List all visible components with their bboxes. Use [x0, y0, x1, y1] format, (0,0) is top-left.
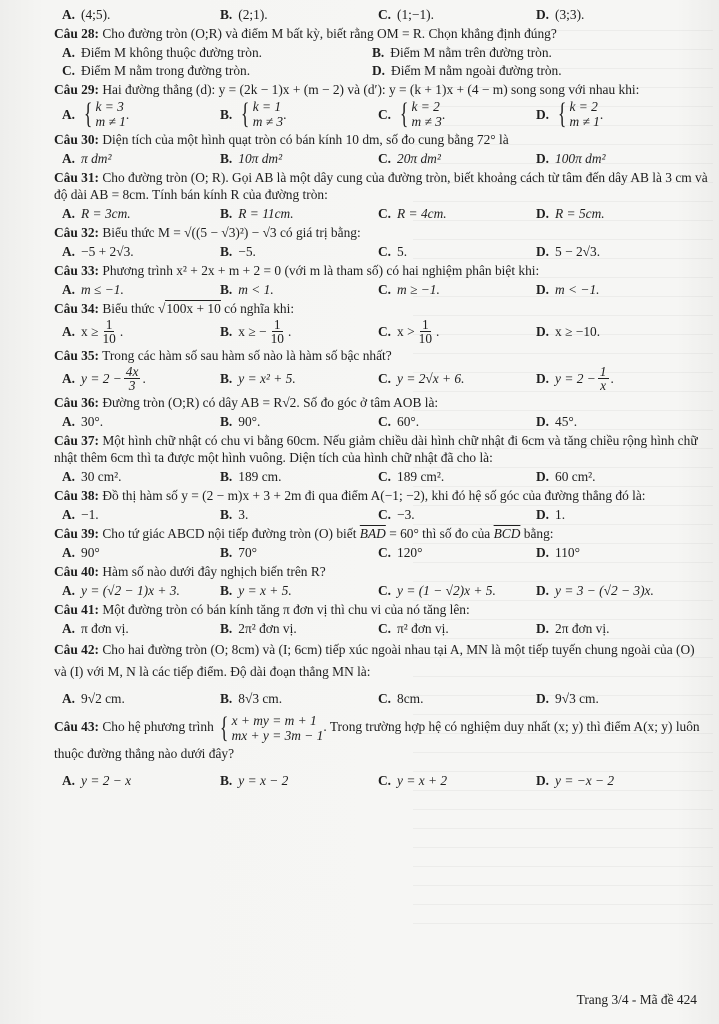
option-c-text: (1;−1).	[397, 6, 434, 22]
fraction	[269, 318, 286, 345]
option-d-text: R = 5cm.	[555, 205, 605, 221]
option-b: B. y = x + 5.	[220, 582, 292, 598]
question-34: Câu 34: Biểu thức √100x + 10 có nghĩa khi: A. x ≥ $\frac{1}{10}$ . B. x ≥ − $\frac{1}{10}$ . C. x > $\frac{1}{10}$ . D. x ≥ −10.	[54, 300, 709, 345]
numerator: 1	[273, 317, 281, 332]
option-a-text: π dm²	[81, 150, 112, 166]
option-c-text: 120°	[397, 544, 423, 560]
option-d: D. y = −x − 2	[536, 772, 615, 788]
option-d-text: 110°	[555, 544, 580, 560]
question-41	[54, 601, 709, 637]
option-b: B. R = 11cm.	[220, 205, 294, 221]
arc-label: $\overline{BCD}$	[493, 526, 521, 541]
option-c-text: y = (1 − √2)x + 5.	[397, 582, 496, 598]
option-c: C. 120°	[378, 544, 423, 560]
option-b-text: m < 1.	[238, 281, 274, 297]
option-d: D. x ≥ −10.	[536, 324, 601, 339]
option-b-text: 90°.	[238, 413, 261, 429]
option-c-text: R = 4cm.	[397, 205, 447, 221]
option-c-text: 8cm.	[397, 690, 424, 706]
option-a-text: 30°.	[81, 413, 104, 429]
question-42	[54, 639, 709, 707]
option-a-text: R = 3cm.	[81, 205, 131, 221]
equation-system: { k = 2 m ≠ 1	[557, 97, 600, 130]
option-d-text: y = −x − 2	[555, 772, 615, 788]
option-d-text: 2π đơn vị.	[555, 620, 610, 636]
option-b-text: 189 cm.	[238, 468, 282, 484]
option-a: A. x ≥ $\frac{1}{10}$ .	[62, 317, 124, 346]
option-d-text: y = 3 − (√2 − 3)x.	[555, 582, 654, 598]
option-c: C. −3.	[378, 506, 415, 522]
option-a: A. 90°	[62, 544, 100, 560]
option-a: A. −1.	[62, 506, 99, 522]
option-d: D. R = 5cm.	[536, 205, 605, 221]
option-b: B. x ≥ − $\frac{1}{10}$ .	[220, 317, 292, 346]
option-b: B. 8√3 cm.	[220, 690, 283, 706]
question-number: Câu 39:	[54, 526, 100, 541]
option-b-text: y = x + 5.	[238, 582, 292, 598]
numerator: 1	[599, 364, 607, 379]
option-b-text: −5.	[238, 243, 256, 259]
option-a-text: 9√2 cm.	[81, 690, 125, 706]
option-d: D. 2π đơn vị.	[536, 620, 610, 636]
option-c: C. m ≥ −1.	[378, 281, 440, 297]
radical-expression: 100x + 10	[166, 301, 221, 316]
option-a: A. y = (√2 − 1)x + 3.	[62, 582, 180, 598]
option-c: C. x > $\frac{1}{10}$ .	[378, 317, 440, 346]
question-stem-end: bằng:	[523, 526, 554, 541]
option-c-text: y = 2√x + 6.	[397, 371, 465, 386]
option-b-text: 2π² đơn vị.	[238, 620, 297, 636]
option-b: B. (2;1).	[220, 6, 268, 22]
fraction	[417, 318, 434, 345]
option-d: D. m < −1.	[536, 281, 600, 297]
question-40	[54, 563, 709, 599]
arc-label: $\overline{BAD}$	[359, 526, 386, 541]
question-stem: Một đường tròn có bán kính tăng π đơn vị thì chu vi của nó tăng lên:	[102, 602, 470, 617]
option-a: A. 9√2 cm.	[62, 690, 125, 706]
option-d: D. 9√3 cm.	[536, 690, 599, 706]
option-d-text: m < −1.	[555, 281, 600, 297]
page-footer: Trang 3/4 - Mã đề 424	[576, 992, 697, 1007]
option-b: B. m < 1.	[220, 281, 274, 297]
option-a: A. m ≤ −1.	[62, 281, 124, 297]
option-b: B. −5.	[220, 243, 256, 259]
question-stem: Đồ thị hàm số y = (2 − m)x + 3 + 2m đi qua điểm A(−1; −2), khi đó hệ số góc của đường thẳng đó là:	[102, 488, 646, 503]
fraction	[598, 365, 609, 392]
question-number: Câu 42:	[54, 642, 100, 657]
option-a: A. R = 3cm.	[62, 205, 131, 221]
option-b-text: y = x − 2	[238, 772, 289, 788]
question-stem: Một hình chữ nhật có chu vi bằng 60cm. Nếu giảm chiều dài hình chữ nhật đi 6cm và tăng chiều rộng hình chữ nhật thêm 6cm thì ta được một hình vuông. Diện tích của hình chữ nhật đã cho là:	[54, 433, 698, 465]
question-28	[54, 25, 709, 79]
question-27-options	[54, 5, 709, 23]
option-b-text: 3.	[238, 506, 249, 522]
option-b-prefix: x ≥ −	[238, 324, 267, 339]
option-d: D. 45°.	[536, 413, 578, 429]
option-b-text: 8√3 cm.	[238, 690, 283, 706]
option-b-text: R = 11cm.	[238, 205, 294, 221]
option-b-text: (2;1).	[238, 6, 268, 22]
option-a-prefix: x ≥	[81, 324, 99, 339]
option-d-text: 1.	[555, 506, 566, 522]
question-stem: Cho hai đường tròn (O; 8cm) và (I; 6cm) tiếp xúc ngoài nhau tại A, MN là một tiếp tuyến chung ngoài của (O) và (I) với M, N là các tiếp điểm. Độ dài đoạn thẳng MN là:	[54, 642, 695, 679]
question-stem: Cho hệ phương trình	[102, 719, 214, 735]
fraction	[124, 365, 141, 392]
question-number: Câu 40:	[54, 564, 100, 579]
question-number: Câu 29:	[54, 82, 100, 97]
option-c-text: y = x + 2	[397, 772, 448, 788]
option-a: A. (4;5).	[62, 6, 111, 22]
option-d: D. { k = 2 m ≠ 1 .	[536, 97, 604, 130]
numerator: 4x	[125, 364, 139, 379]
option-d: D. 1.	[536, 506, 566, 522]
question-30	[54, 131, 709, 167]
denominator: x	[600, 378, 607, 393]
question-number: Câu 33:	[54, 263, 100, 278]
option-c-text: π² đơn vị.	[397, 620, 449, 636]
option-d: D. y = 2 − $\frac{1}{x}$ .	[536, 364, 614, 393]
option-c-prefix: x >	[397, 324, 415, 339]
option-a: A. −5 + 2√3.	[62, 243, 134, 259]
question-stem: Cho đường tròn (O;R) và điểm M bất kỳ, biết rằng OM = R. Chọn khẳng định đúng?	[102, 26, 557, 41]
option-b: B. 10π dm²	[220, 150, 283, 166]
option-a-text: Điểm M không thuộc đường tròn.	[81, 44, 262, 60]
question-number: Câu 38:	[54, 488, 100, 503]
system-row-2: mx + y = 3m − 1	[231, 728, 324, 743]
option-c: C. 8cm.	[378, 690, 424, 706]
option-b: B. y = x² + 5.	[220, 371, 296, 386]
option-d: D. 5 − 2√3.	[536, 243, 601, 259]
denominator: 10	[270, 331, 284, 346]
numerator: 1	[421, 317, 429, 332]
option-a-text: m ≤ −1.	[81, 281, 124, 297]
option-a-text: −1.	[81, 506, 99, 522]
question-stem: Hai đường thẳng (d): y = (2k − 1)x + (m − 2) và (d′): y = (k + 1)x + (4 − m) song song với nhau khi:	[102, 82, 640, 97]
question-33	[54, 262, 709, 298]
question-stem: Hàm số nào dưới đây nghịch biến trên R?	[102, 564, 326, 579]
question-number: Câu 35:	[54, 348, 100, 363]
equation-system: { k = 1 m ≠ 3	[241, 97, 284, 130]
equation-system: { k = 2 m ≠ 3	[399, 97, 442, 130]
option-a: A. 30°.	[62, 413, 104, 429]
question-number: Câu 43:	[54, 719, 100, 735]
question-number: Câu 36:	[54, 395, 100, 410]
question-stem: Đường tròn (O;R) có dây AB = R√2. Số đo góc ở tâm AOB là:	[102, 395, 439, 410]
option-b: B. { k = 1 m ≠ 3 .	[220, 97, 287, 130]
option-c: C. (1;−1).	[378, 6, 434, 22]
system-row-1: k = 2	[569, 99, 598, 114]
question-31	[54, 169, 709, 222]
question-stem: Trong các hàm số sau hàm số nào là hàm số bậc nhất?	[102, 348, 392, 363]
option-c-text: 5.	[397, 243, 408, 259]
question-expression: Biểu thức M = √((5 − √3)²) − √3	[102, 225, 277, 240]
option-d-text: 5 − 2√3.	[555, 243, 601, 259]
option-a: A. Điểm M không thuộc đường tròn.	[62, 44, 262, 60]
option-c: C. 189 cm².	[378, 468, 445, 484]
question-stem-mid: = 60° thì số đo của	[389, 526, 491, 541]
option-b: B. 70°	[220, 544, 258, 560]
denominator: 3	[128, 378, 136, 393]
option-b: B. 90°.	[220, 413, 261, 429]
question-number: Câu 32:	[54, 225, 100, 240]
option-a: A. y = 2 − x	[62, 772, 132, 788]
question-35	[54, 347, 709, 392]
option-b-text: 70°	[238, 544, 258, 560]
option-a-text: (4;5).	[81, 6, 111, 22]
option-c: C. 5.	[378, 243, 408, 259]
option-a-text: 90°	[81, 544, 100, 560]
denominator: 10	[418, 331, 433, 346]
question-number: Câu 28:	[54, 26, 100, 41]
question-stem: có giá trị bằng:	[279, 225, 361, 240]
system-row-1: k = 2	[411, 99, 440, 114]
option-d: D. 100π dm²	[536, 150, 606, 166]
question-number: Câu 31:	[54, 170, 100, 185]
option-a-text: π đơn vị.	[81, 620, 129, 636]
system-row-2: m ≠ 3	[411, 114, 442, 129]
question-38	[54, 487, 709, 523]
option-c-text: 60°.	[397, 413, 420, 429]
option-a-text: −5 + 2√3.	[81, 243, 134, 259]
option-d: D. y = 3 − (√2 − 3)x.	[536, 582, 654, 598]
option-c-text: Điểm M nằm trong đường tròn.	[81, 62, 251, 78]
option-c-text: 20π dm²	[397, 150, 441, 166]
option-b-text: y = x² + 5.	[238, 371, 296, 386]
question-29	[54, 81, 709, 129]
option-c: C. 60°.	[378, 413, 420, 429]
option-a: A. 30 cm².	[62, 468, 122, 484]
option-d: D. 60 cm².	[536, 468, 596, 484]
question-number: Câu 34:	[54, 301, 100, 316]
option-c: C. y = (1 − √2)x + 5.	[378, 582, 496, 598]
question-stem: Phương trình x² + 2x + m + 2 = 0 (với m là tham số) có hai nghiệm phân biệt khi:	[102, 263, 540, 278]
option-d-text: 100π dm²	[555, 150, 606, 166]
question-number: Câu 41:	[54, 602, 100, 617]
option-a-text: 30 cm².	[81, 468, 122, 484]
numerator: 1	[105, 317, 113, 332]
option-d: D. 110°	[536, 544, 580, 560]
equation-system: { k = 3 m ≠ 1	[83, 97, 126, 130]
option-d-text: x ≥ −10.	[555, 324, 601, 339]
option-b: B. Điểm M nằm trên đường tròn.	[372, 44, 552, 60]
option-d-text: 45°.	[555, 413, 578, 429]
equation-system: { x + my = m + 1 mx + y = 3m − 1	[220, 711, 324, 744]
option-a: A. y = 2 − $\frac{4x}{3}$ .	[62, 364, 146, 393]
question-37	[54, 432, 709, 485]
option-b-text: 10π dm²	[238, 150, 283, 166]
question-stem: Cho tứ giác ABCD nội tiếp đường tròn (O) biết	[102, 526, 357, 541]
option-c: C. y = x + 2	[378, 772, 448, 788]
option-a: A. { k = 3 m ≠ 1 .	[62, 97, 130, 130]
option-c-text: m ≥ −1.	[397, 281, 440, 297]
denominator: 10	[102, 331, 116, 346]
system-row-2: m ≠ 1	[569, 114, 600, 129]
option-c-text: −3.	[397, 506, 415, 522]
option-d-text: 9√3 cm.	[555, 690, 599, 706]
system-row-2: m ≠ 1	[95, 114, 126, 129]
option-a-text: y = 2 − x	[81, 772, 132, 788]
option-c-text: 189 cm².	[397, 468, 445, 484]
option-c: C. y = 2√x + 6.	[378, 371, 465, 386]
option-a: A. π đơn vị.	[62, 620, 129, 636]
option-a: A. π dm²	[62, 150, 112, 166]
system-row-1: k = 3	[95, 99, 124, 114]
option-c: C. { k = 2 m ≠ 3 .	[378, 97, 446, 130]
question-stem: Biểu thức	[102, 301, 155, 316]
question-stem-end: có nghĩa khi:	[224, 301, 295, 316]
question-number: Câu 37:	[54, 433, 100, 448]
fraction	[100, 318, 117, 345]
option-b-text: Điểm M nằm trên đường tròn.	[390, 44, 552, 60]
option-a-text: y = (√2 − 1)x + 3.	[81, 582, 180, 598]
option-c: C. 20π dm²	[378, 150, 441, 166]
option-d: D. Điểm M nằm ngoài đường tròn.	[372, 62, 562, 78]
question-43	[54, 713, 709, 789]
option-b: B. 3.	[220, 506, 249, 522]
question-stem: Cho đường tròn (O; R). Gọi AB là một dây cung của đường tròn, biết khoảng cách từ tâm đến dây AB là 3 cm và độ dài AB = 8cm. Tính bán kính R của đường tròn:	[54, 170, 708, 202]
option-c: C. R = 4cm.	[378, 205, 447, 221]
system-row-1: x + my = m + 1	[231, 713, 317, 728]
option-d-text: 60 cm².	[555, 468, 596, 484]
question-list	[54, 4, 709, 791]
system-row-2: m ≠ 3	[252, 114, 284, 129]
question-stem-end: . Trong trường hợp hệ có nghiệm duy nhất (x; y) thì điểm A(x; y) luôn thuộc đường thẳng nào dưới đây?	[54, 719, 700, 761]
option-b: B. 189 cm.	[220, 468, 282, 484]
question-stem: Diện tích của một hình quạt tròn có bán kính 10 dm, số đo cung bằng 72° là	[102, 132, 509, 147]
question-36	[54, 394, 709, 430]
option-b: B. y = x − 2	[220, 772, 289, 788]
option-d-text: (3;3).	[555, 6, 585, 22]
option-d-prefix: y = 2 −	[555, 371, 596, 386]
option-d: D. (3;3).	[536, 6, 585, 22]
question-32	[54, 224, 709, 260]
question-number: Câu 30:	[54, 132, 100, 147]
option-c: C. π² đơn vị.	[378, 620, 449, 636]
option-d-text: Điểm M nằm ngoài đường tròn.	[391, 62, 562, 78]
option-a-prefix: y = 2 −	[81, 371, 122, 386]
question-39	[54, 525, 709, 561]
option-b: B. 2π² đơn vị.	[220, 620, 297, 636]
option-c: C. Điểm M nằm trong đường tròn.	[62, 62, 251, 78]
system-row-1: k = 1	[252, 99, 282, 114]
